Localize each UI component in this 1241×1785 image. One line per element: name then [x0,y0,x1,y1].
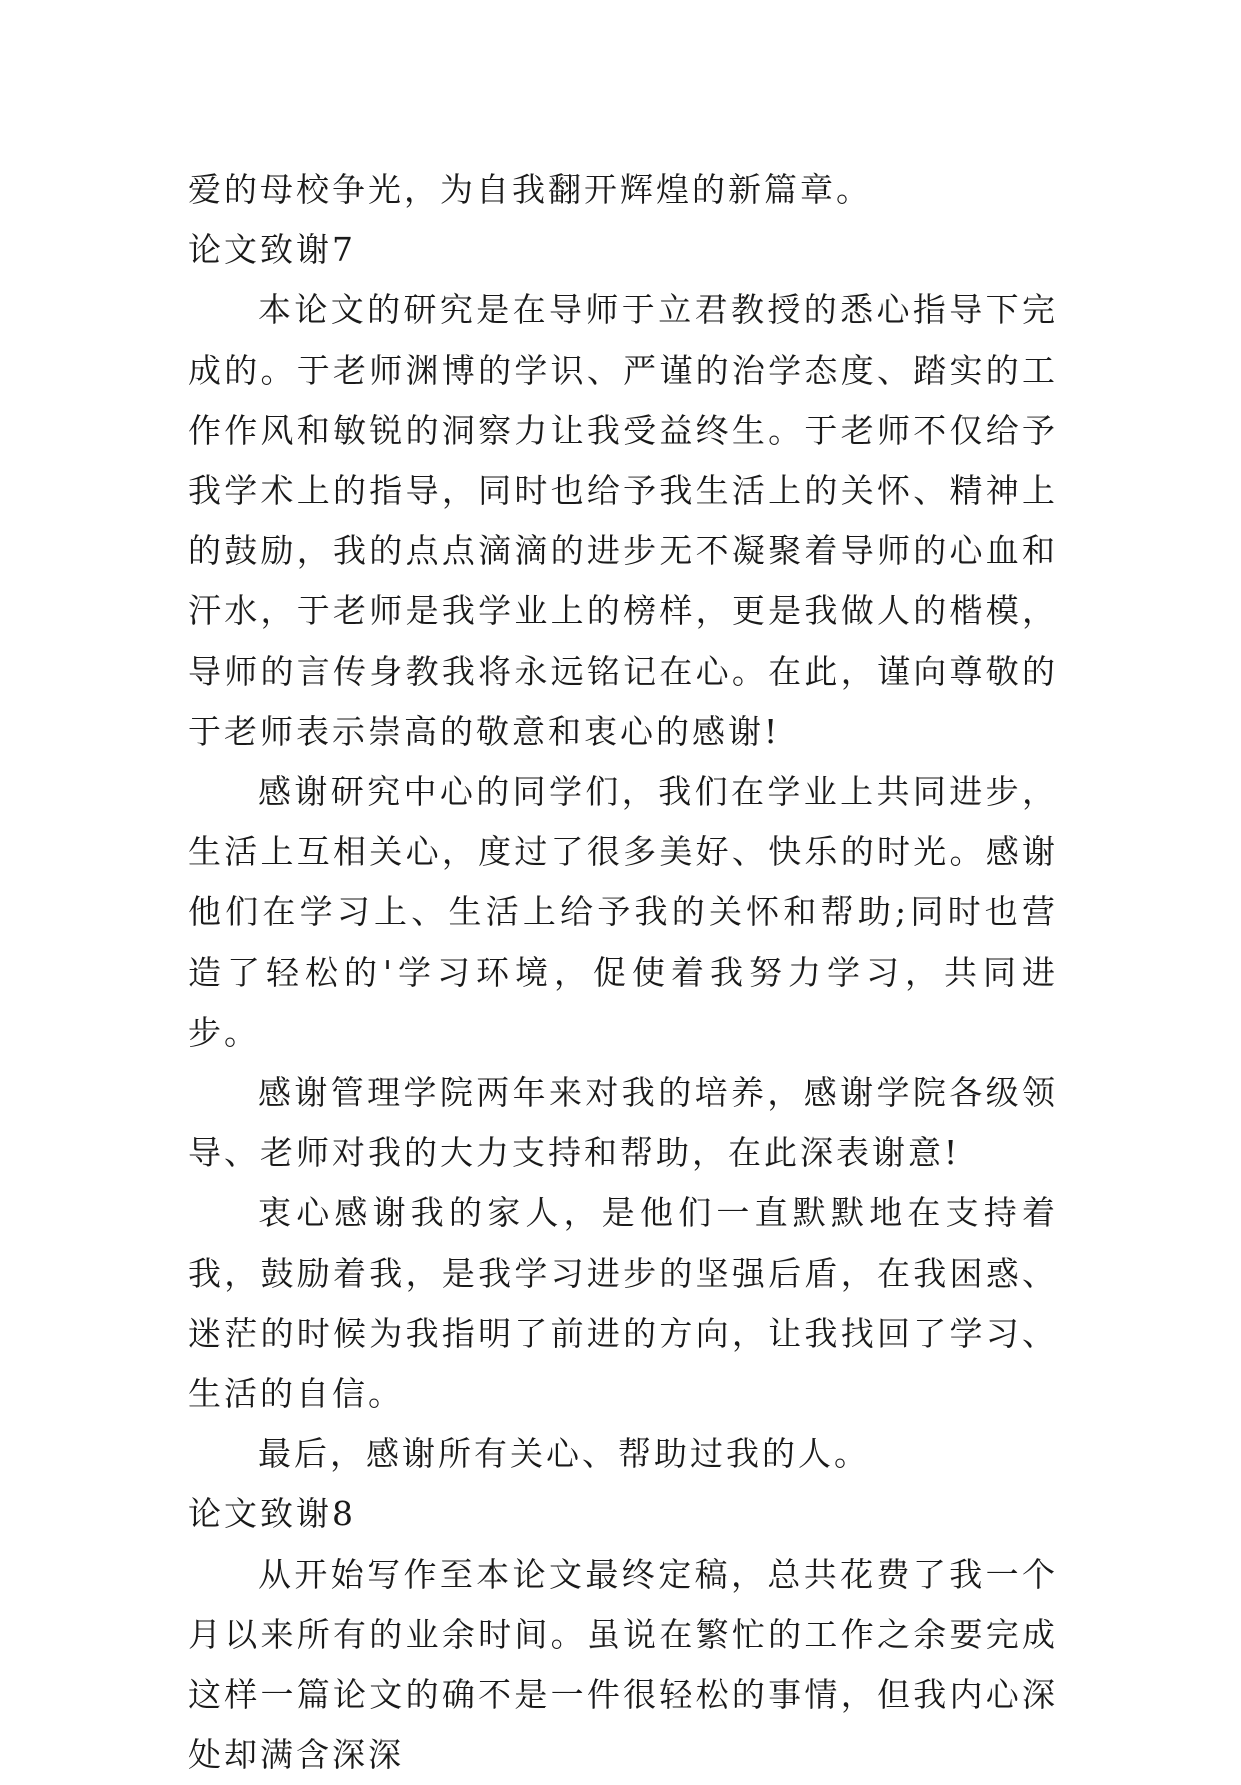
paragraph-writing-intro: 从开始写作至本论文最终定稿，总共花费了我一个月以来所有的业余时间。虽说在繁忙的工作之余要完成这样一篇论文的确不是一件很轻松的事情，但我内心深处却满含深深 [188,1554,1058,1775]
paragraph-advisor-thanks: 本论文的研究是在导师于立君教授的悉心指导下完成的。于老师渊博的学识、严谨的治学态度、踏实的工作作风和敏锐的洞察力让我受益终生。于老师不仅给予我学术上的指导，同时也给予我生活上的关怀、精神上的鼓励，我的点点滴滴的进步无不凝聚着导师的心血和汗水，于老师是我学业上的榜样，更是我做人的楷模，导师的言传身教我将永远铭记在心。在此，谨向尊敬的于老师表示崇高的敬意和衷心的感谢! [188,290,1058,751]
section-heading-7: 论文致谢7 [188,230,356,270]
paragraph-continuation: 爱的母校争光，为自我翻开辉煌的新篇章。 [188,170,872,209]
section-heading-8: 论文致谢8 [188,1494,356,1534]
paragraph-classmates-thanks: 感谢研究中心的同学们，我们在学业上共同进步，生活上互相关心，度过了很多美好、快乐的时光。感谢他们在学习上、生活上给予我的关怀和帮助;同时也营造了轻松的'学习环境，促使着我努力学习，共同进步。 [188,772,1058,1052]
paragraph-school-thanks: 感谢管理学院两年来对我的培养，感谢学院各级领导、老师对我的大力支持和帮助，在此深表谢意! [188,1073,1058,1173]
paragraph-family-thanks: 衷心感谢我的家人，是他们一直默默地在支持着我，鼓励着我，是我学习进步的坚强后盾，在我困惑、迷茫的时候为我指明了前进的方向，让我找回了学习、生活的自信。 [188,1193,1058,1414]
paragraph-final-thanks: 最后，感谢所有关心、帮助过我的人。 [258,1434,870,1474]
document-body [188,160,1058,1785]
